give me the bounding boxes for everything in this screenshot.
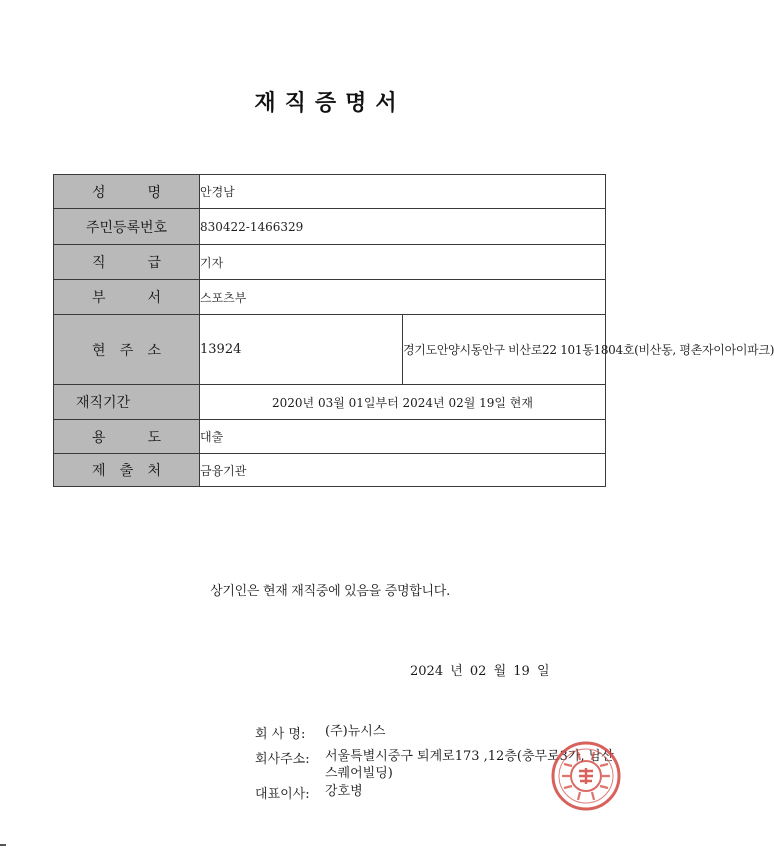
company-address-label: 회사주소:	[255, 752, 310, 767]
table-row-submit-to	[54, 454, 606, 487]
value-address: 경기도안양시동안구 비산로22 101동1804호(비산동, 평촌자이아이파크)	[403, 315, 606, 385]
table-row-department	[54, 280, 606, 315]
label-address: 현 주 소	[92, 342, 161, 359]
company-address: 서울특별시중구 퇴계로173 ,12층(충무로3가, 남산스퀘어빌딩)	[325, 749, 614, 781]
certification-statement: 상기인은 현재 재직중에 있음을 증명합니다.	[210, 584, 450, 599]
company-seal-stamp	[550, 740, 622, 812]
table-row-period	[54, 385, 606, 420]
label-rrn: 주민등록번호	[85, 219, 168, 236]
table-row-name	[54, 175, 606, 209]
table-row-position	[54, 245, 606, 280]
label-department: 부 서	[92, 290, 161, 306]
table-row-address	[54, 315, 606, 385]
value-zip: 13924	[200, 315, 403, 385]
label-period: 재직기간	[76, 395, 131, 411]
ceo-name: 강호병	[325, 784, 363, 799]
label-name: 성 명	[92, 184, 161, 201]
value-submit-to: 금융기관	[200, 454, 606, 487]
document-title: 재직증명서	[254, 91, 406, 116]
table-row-purpose	[54, 420, 606, 454]
company-name: (주)뉴시스	[325, 724, 386, 739]
issue-date: 2024 년 02 월 19 일	[410, 664, 550, 679]
ceo-label: 대표이사:	[255, 787, 310, 802]
table-row-rrn	[54, 209, 606, 245]
value-purpose: 대출	[200, 420, 606, 454]
employment-info-table	[53, 174, 774, 487]
scan-edge-mark	[0, 842, 8, 850]
label-purpose: 용 도	[92, 429, 161, 446]
company-name-label: 회 사 명:	[255, 727, 306, 742]
value-rrn: 830422-1466329	[200, 209, 606, 245]
value-position: 기자	[200, 245, 606, 280]
label-submit-to: 제 출 처	[92, 463, 161, 479]
value-name: 안경남	[200, 175, 606, 209]
value-department: 스포츠부	[200, 280, 606, 315]
value-period: 2020년 03월 01일부터 2024년 02월 19일 현재	[200, 385, 606, 420]
label-position: 직 급	[92, 255, 161, 271]
